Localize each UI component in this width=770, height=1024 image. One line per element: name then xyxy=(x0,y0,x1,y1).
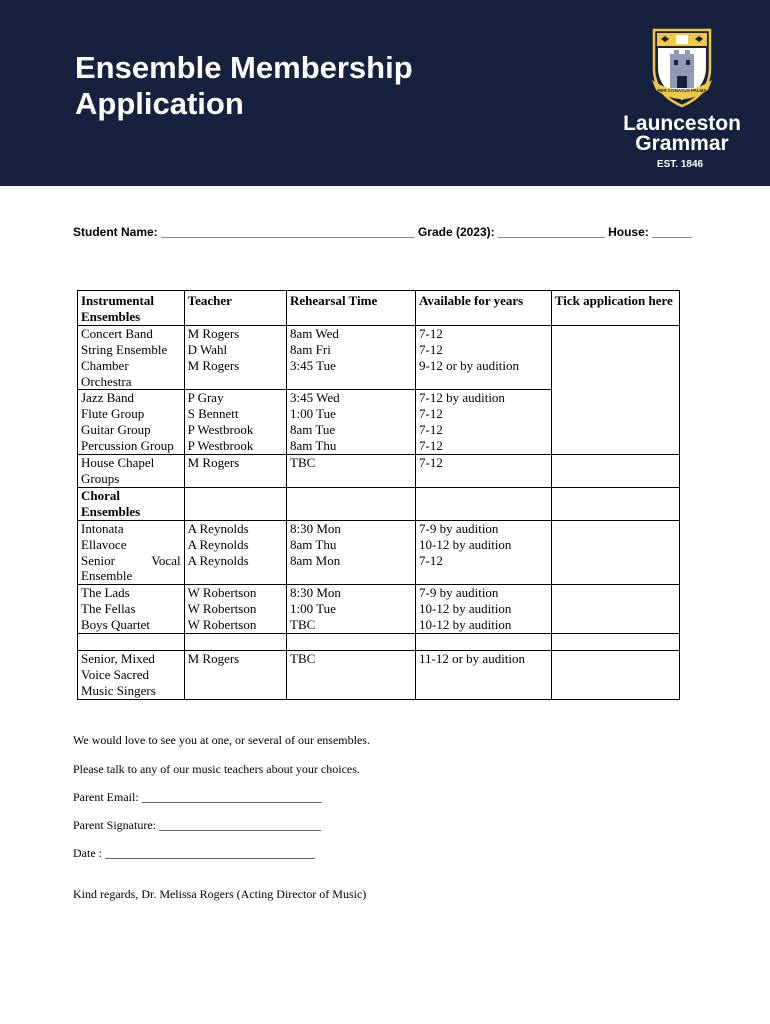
table-row xyxy=(78,520,680,536)
rehearsal-time: TBC xyxy=(287,650,416,699)
table-row xyxy=(78,650,680,699)
available-years xyxy=(416,634,552,651)
available-years: 7-12 xyxy=(416,422,552,438)
senior-vocal-word-3: Ensemble xyxy=(81,568,133,584)
senior-vocal-word-1: Senior xyxy=(81,552,115,568)
crest-motto: PER CONATUS PALMA xyxy=(657,88,707,93)
tick-cell[interactable] xyxy=(551,634,679,651)
available-years: 10-12 by audition xyxy=(416,617,552,633)
teacher: P Westbrook xyxy=(184,438,286,454)
ensemble-name xyxy=(78,553,185,585)
established-year: EST. 1846 xyxy=(656,159,704,170)
available-years: 10-12 by audition xyxy=(416,537,552,553)
rehearsal-time: 1:00 Tue xyxy=(287,406,416,422)
rehearsal-time: 8am Wed xyxy=(287,325,416,341)
available-years: 7-12 xyxy=(416,438,552,454)
page-title xyxy=(75,50,413,122)
senior-vocal-word-2: Vocal xyxy=(151,552,181,568)
title-line-1: Ensemble Membership xyxy=(75,50,413,85)
table-row xyxy=(78,585,680,601)
rehearsal-time: 8:30 Mon xyxy=(287,520,416,536)
available-years: 7-12 xyxy=(416,342,552,358)
talk-to-teachers-text: Please talk to any of our music teachers about your choices. xyxy=(73,762,360,776)
teacher: M Rogers xyxy=(184,358,286,390)
choral-section-heading: Choral Ensembles xyxy=(78,487,185,520)
teacher: A Reynolds xyxy=(184,553,286,585)
parent-signature-field[interactable]: Parent Signature: ___________________________ xyxy=(73,818,321,832)
kind-regards-text: Kind regards, Dr. Melissa Rogers (Acting Director of Music) xyxy=(73,887,367,901)
invitation-text: We would love to see you at one, or several of our ensembles. xyxy=(73,733,370,747)
ensemble-name: Jazz Band xyxy=(78,390,185,406)
ensemble-name: String Ensemble xyxy=(78,342,185,358)
ensemble-name: Ellavoce xyxy=(78,537,185,553)
available-years: 7-12 xyxy=(416,455,552,488)
rehearsal-time: 3:45 Tue xyxy=(287,358,416,390)
ensemble-name: The Fellas xyxy=(78,601,185,617)
table-row-empty xyxy=(78,634,680,651)
table-row xyxy=(78,325,680,341)
tick-cell[interactable] xyxy=(551,455,679,488)
teacher: S Bennett xyxy=(184,406,286,422)
rehearsal-time xyxy=(287,487,416,520)
ensemble-name: The Lads xyxy=(78,585,185,601)
date-field[interactable]: Date : ___________________________________ xyxy=(73,846,315,860)
ensemble-name: Concert Band xyxy=(78,325,185,341)
student-details-line[interactable]: Student Name: ______________________________________ Grade (2023): ________________ House: ______ xyxy=(73,225,693,239)
rehearsal-time: 8am Thu xyxy=(287,438,416,454)
header-ensemble: Instrumental Ensembles xyxy=(78,291,185,326)
tick-cell[interactable] xyxy=(551,585,679,634)
parent-email-field[interactable]: Parent Email: ______________________________ xyxy=(73,790,322,804)
rehearsal-time: 8am Fri xyxy=(287,342,416,358)
available-years: 7-12 xyxy=(416,325,552,341)
rehearsal-time: 8am Thu xyxy=(287,537,416,553)
available-years: 7-12 by audition xyxy=(416,390,552,406)
teacher: W Robertson xyxy=(184,617,286,633)
school-name-line-1: Launceston xyxy=(623,112,741,135)
rehearsal-time: 1:00 Tue xyxy=(287,601,416,617)
available-years xyxy=(416,487,552,520)
teacher: W Robertson xyxy=(184,585,286,601)
teacher: P Westbrook xyxy=(184,422,286,438)
teacher xyxy=(184,487,286,520)
rehearsal-time: 8am Mon xyxy=(287,553,416,585)
title-line-2: Application xyxy=(75,86,244,121)
header-teacher: Teacher xyxy=(184,291,286,326)
header-available-years: Available for years xyxy=(416,291,552,326)
ensemble-table xyxy=(77,290,680,700)
teacher: D Wahl xyxy=(184,342,286,358)
ensemble-name: Intonata xyxy=(78,520,185,536)
available-years: 11-12 or by audition xyxy=(416,650,552,699)
teacher xyxy=(184,634,286,651)
available-years: 7-9 by audition xyxy=(416,585,552,601)
teacher: A Reynolds xyxy=(184,537,286,553)
rehearsal-time: TBC xyxy=(287,617,416,633)
teacher: M Rogers xyxy=(184,650,286,699)
teacher: M Rogers xyxy=(184,455,286,488)
teacher: A Reynolds xyxy=(184,520,286,536)
ensemble-name xyxy=(78,634,185,651)
header-tick-application: Tick application here xyxy=(551,291,679,326)
ensemble-name: Percussion Group xyxy=(78,438,185,454)
school-name xyxy=(612,114,752,154)
rehearsal-time: 8:30 Mon xyxy=(287,585,416,601)
tick-cell[interactable] xyxy=(551,520,679,585)
available-years: 7-9 by audition xyxy=(416,520,552,536)
school-name-line-2: Grammar xyxy=(635,132,729,155)
available-years: 10-12 by audition xyxy=(416,601,552,617)
tick-cell[interactable] xyxy=(551,487,679,520)
table-row xyxy=(78,406,680,422)
available-years: 7-12 xyxy=(416,553,552,585)
teacher: M Rogers xyxy=(184,325,286,341)
table-row xyxy=(78,455,680,488)
rehearsal-time: TBC xyxy=(287,455,416,488)
header-rehearsal-time: Rehearsal Time xyxy=(287,291,416,326)
rehearsal-time xyxy=(287,634,416,651)
tick-cell[interactable] xyxy=(551,650,679,699)
tick-cell[interactable] xyxy=(551,325,679,406)
teacher: W Robertson xyxy=(184,601,286,617)
ensemble-name: Guitar Group xyxy=(78,422,185,438)
school-crest-icon xyxy=(648,28,716,108)
ensemble-name: Boys Quartet xyxy=(78,617,185,633)
ensemble-name: Senior, Mixed Voice Sacred Music Singers xyxy=(78,650,185,699)
table-row xyxy=(78,487,680,520)
rehearsal-time: 8am Tue xyxy=(287,422,416,438)
header-banner xyxy=(0,0,770,186)
tick-cell[interactable] xyxy=(551,406,679,454)
available-years: 9-12 or by audition xyxy=(416,358,552,390)
teacher: P Gray xyxy=(184,390,286,406)
available-years: 7-12 xyxy=(416,406,552,422)
senior-vocal-label xyxy=(81,553,181,569)
ensemble-name: Flute Group xyxy=(78,406,185,422)
ensemble-name: House Chapel Groups xyxy=(78,455,185,488)
table-header-row xyxy=(78,291,680,326)
rehearsal-time: 3:45 Wed xyxy=(287,390,416,406)
ensemble-name: Chamber Orchestra xyxy=(78,358,185,390)
